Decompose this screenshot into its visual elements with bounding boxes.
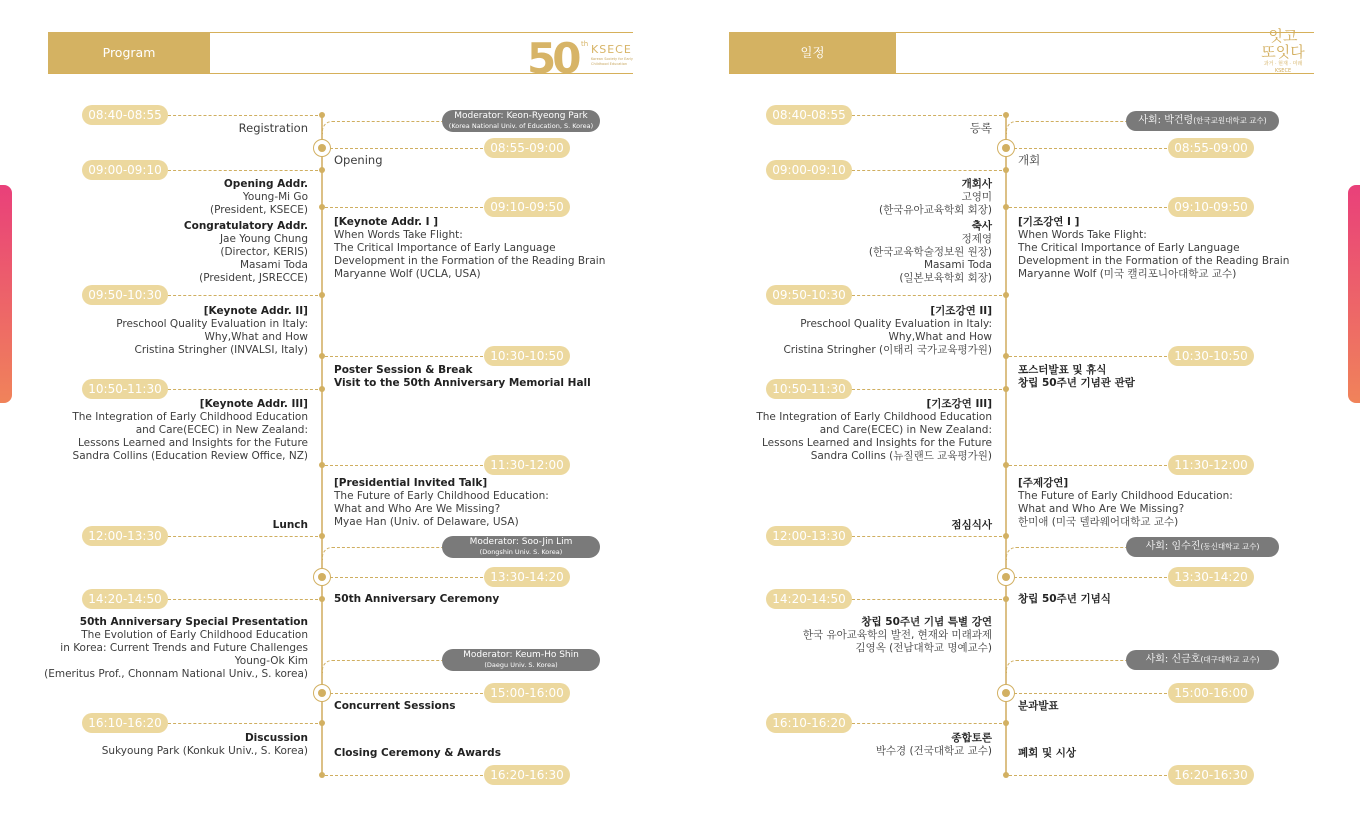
ko-discussion: 종합토론 박수경 (건국대학교 교수) — [875, 732, 992, 757]
ko-time-right-6: 15:00-16:00 — [1168, 683, 1254, 703]
ko-time-right-4: 11:30-12:00 — [1168, 455, 1254, 475]
time-right-1: 08:55-09:00 — [484, 138, 570, 158]
moderator-badge-3: Moderator: Keum-Ho Shin (Daegu Univ. S. Korea) — [442, 649, 600, 671]
ko-lunch-label: 점심식사 — [951, 519, 992, 531]
presidential-talk: [Presidential Invited Talk] The Future of Early Childhood Education: What and Who Are We Missing? Myae Han (Univ. of Delaware, USA) — [334, 477, 549, 528]
left-tab-program: Program — [48, 32, 210, 73]
time-left-7: 16:10-16:20 — [82, 713, 168, 733]
time-right-6: 15:00-16:00 — [484, 683, 570, 703]
lunch-label: Lunch — [272, 519, 308, 531]
time-right-2: 09:10-09:50 — [484, 197, 570, 217]
ko-time-left-4: 10:50-11:30 — [766, 379, 852, 399]
time-left-6: 14:20-14:50 — [82, 589, 168, 609]
keynote-2: [Keynote Addr. II] Preschool Quality Evaluation in Italy: Why,What and How Cristina Stringher (INVALSI, Italy) — [116, 305, 308, 356]
ksece-50th-logo: 50 th KSECE Korean Society for Early Childhood Education — [527, 34, 633, 83]
closing-label: Closing Ceremony & Awards — [334, 747, 501, 759]
ko-moderator-badge-3: 사회: 신금호(대구대학교 교수) — [1126, 650, 1279, 670]
right-edge-tab — [1348, 185, 1360, 403]
ceremony-marker-icon — [313, 568, 331, 586]
time-left-3: 09:50-10:30 — [82, 285, 168, 305]
moderator-badge-2: Moderator: Soo-Jin Lim (Dongshin Univ. S. Korea) — [442, 536, 600, 558]
ko-opening-address: 개회사 고영미 (한국유아교육학회 회장) — [879, 178, 992, 216]
ko-congratulatory-address: 축사 정제영 (한국교육학술정보원 원장) Masami Toda (일본보육학회 회장) — [868, 220, 992, 284]
ko-time-left-3: 09:50-10:30 — [766, 285, 852, 305]
time-right-5: 13:30-14:20 — [484, 567, 570, 587]
registration-label: Registration — [238, 121, 308, 135]
ko-opening-label: 개회 — [1018, 153, 1041, 167]
ko-poster-session: 포스터발표 및 휴식 창립 50주년 기념관 관람 — [1018, 364, 1135, 389]
ko-registration-label: 등록 — [969, 121, 992, 135]
itgo-logo: 잇고 또잇다 과거 · 현재 · 미래 KSECE — [1261, 27, 1305, 74]
ko-moderator-badge-2: 사회: 임수진(동신대학교 교수) — [1126, 537, 1279, 557]
ko-time-left-5: 12:00-13:30 — [766, 526, 852, 546]
ko-presidential-talk: [주제강연] The Future of Early Childhood Education: What and Who Are We Missing? 한미애 (미국 델라웨어대학교 교수) — [1018, 477, 1233, 528]
right-timeline — [1005, 114, 1007, 776]
ko-time-right-3: 10:30-10:50 — [1168, 346, 1254, 366]
ko-time-left-6: 14:20-14:50 — [766, 589, 852, 609]
poster-session: Poster Session & Break Visit to the 50th Anniversary Memorial Hall — [334, 364, 591, 389]
opening-marker-icon — [313, 139, 331, 157]
time-left-2: 09:00-09:10 — [82, 160, 168, 180]
special-presentation: 50th Anniversary Special Presentation The Evolution of Early Childhood Education in Korea: Current Trends and Future Challenges Young-Ok Kim (Emeritus Prof., Chonnam National Univ., S. korea) — [44, 616, 308, 680]
congratulatory-address: Congratulatory Addr. Jae Young Chung (Director, KERIS) Masami Toda (President, JSRECCE) — [183, 220, 308, 284]
time-right-4: 11:30-12:00 — [484, 455, 570, 475]
ko-time-right-5: 13:30-14:20 — [1168, 567, 1254, 587]
ko-keynote-3: [기조강연 III] The Integration of Early Childhood Education and Care(ECEC) in New Zealand: Lessons Learned and Insights for the Future Sandra Collins (뉴질랜드 교육평가원) — [756, 398, 992, 462]
left-edge-tab — [0, 185, 12, 403]
right-tab-schedule: 일정 — [729, 32, 896, 73]
ko-time-right-1: 08:55-09:00 — [1168, 138, 1254, 158]
keynote-1: [Keynote Addr. I ] When Words Take Flight: The Critical Importance of Early Language Development in the Formation of the Reading Brain Maryanne Wolf (UCLA, USA) — [334, 216, 606, 280]
ko-time-right-2: 09:10-09:50 — [1168, 197, 1254, 217]
discussion: Discussion Sukyoung Park (Konkuk Univ., S. Korea) — [101, 732, 308, 757]
ko-keynote-2: [기조강연 II] Preschool Quality Evaluation in Italy: Why,What and How Cristina Stringher (이태리 국가교육평가원) — [783, 305, 992, 356]
ko-ceremony-marker-icon — [997, 568, 1015, 586]
opening-address: Opening Addr. Young-Mi Go (President, KSECE) — [210, 178, 308, 216]
ko-keynote-1: [기조강연 I ] When Words Take Flight: The Critical Importance of Early Language Development in the Formation of the Reading Brain Maryanne Wolf (미국 캘리포니아대학교 교수) — [1018, 216, 1290, 280]
keynote-3: [Keynote Addr. III] The Integration of Early Childhood Education and Care(ECEC) in New Zealand: Lessons Learned and Insights for the Future Sandra Collins (Education Review Office, NZ) — [72, 398, 308, 462]
opening-label: Opening — [334, 153, 383, 167]
ko-moderator-badge-1: 사회: 박건령(한국교원대학교 교수) — [1126, 111, 1279, 131]
ko-ceremony-label: 창립 50주년 기념식 — [1018, 593, 1111, 605]
concurrent-marker-icon — [313, 684, 331, 702]
concurrent-label: Concurrent Sessions — [334, 700, 456, 712]
time-left-1: 08:40-08:55 — [82, 105, 168, 125]
time-right-3: 10:30-10:50 — [484, 346, 570, 366]
ko-time-right-7: 16:20-16:30 — [1168, 765, 1254, 785]
ko-time-left-1: 08:40-08:55 — [766, 105, 852, 125]
ko-opening-marker-icon — [997, 139, 1015, 157]
time-left-5: 12:00-13:30 — [82, 526, 168, 546]
ko-time-left-2: 09:00-09:10 — [766, 160, 852, 180]
ko-time-left-7: 16:10-16:20 — [766, 713, 852, 733]
ko-concurrent-label: 분과발표 — [1018, 700, 1059, 712]
ko-special-presentation: 창립 50주년 기념 특별 강연 한국 유아교육학의 발전, 현재와 미래과제 김영옥 (전남대학교 명예교수) — [802, 616, 992, 654]
time-right-7: 16:20-16:30 — [484, 765, 570, 785]
moderator-badge-1: Moderator: Keon-Ryeong Park (Korea National Univ. of Education, S. Korea) — [442, 110, 600, 132]
left-timeline — [321, 114, 323, 776]
ko-concurrent-marker-icon — [997, 684, 1015, 702]
ko-closing-label: 폐회 및 시상 — [1018, 747, 1077, 759]
time-left-4: 10:50-11:30 — [82, 379, 168, 399]
ceremony-label: 50th Anniversary Ceremony — [334, 593, 500, 605]
